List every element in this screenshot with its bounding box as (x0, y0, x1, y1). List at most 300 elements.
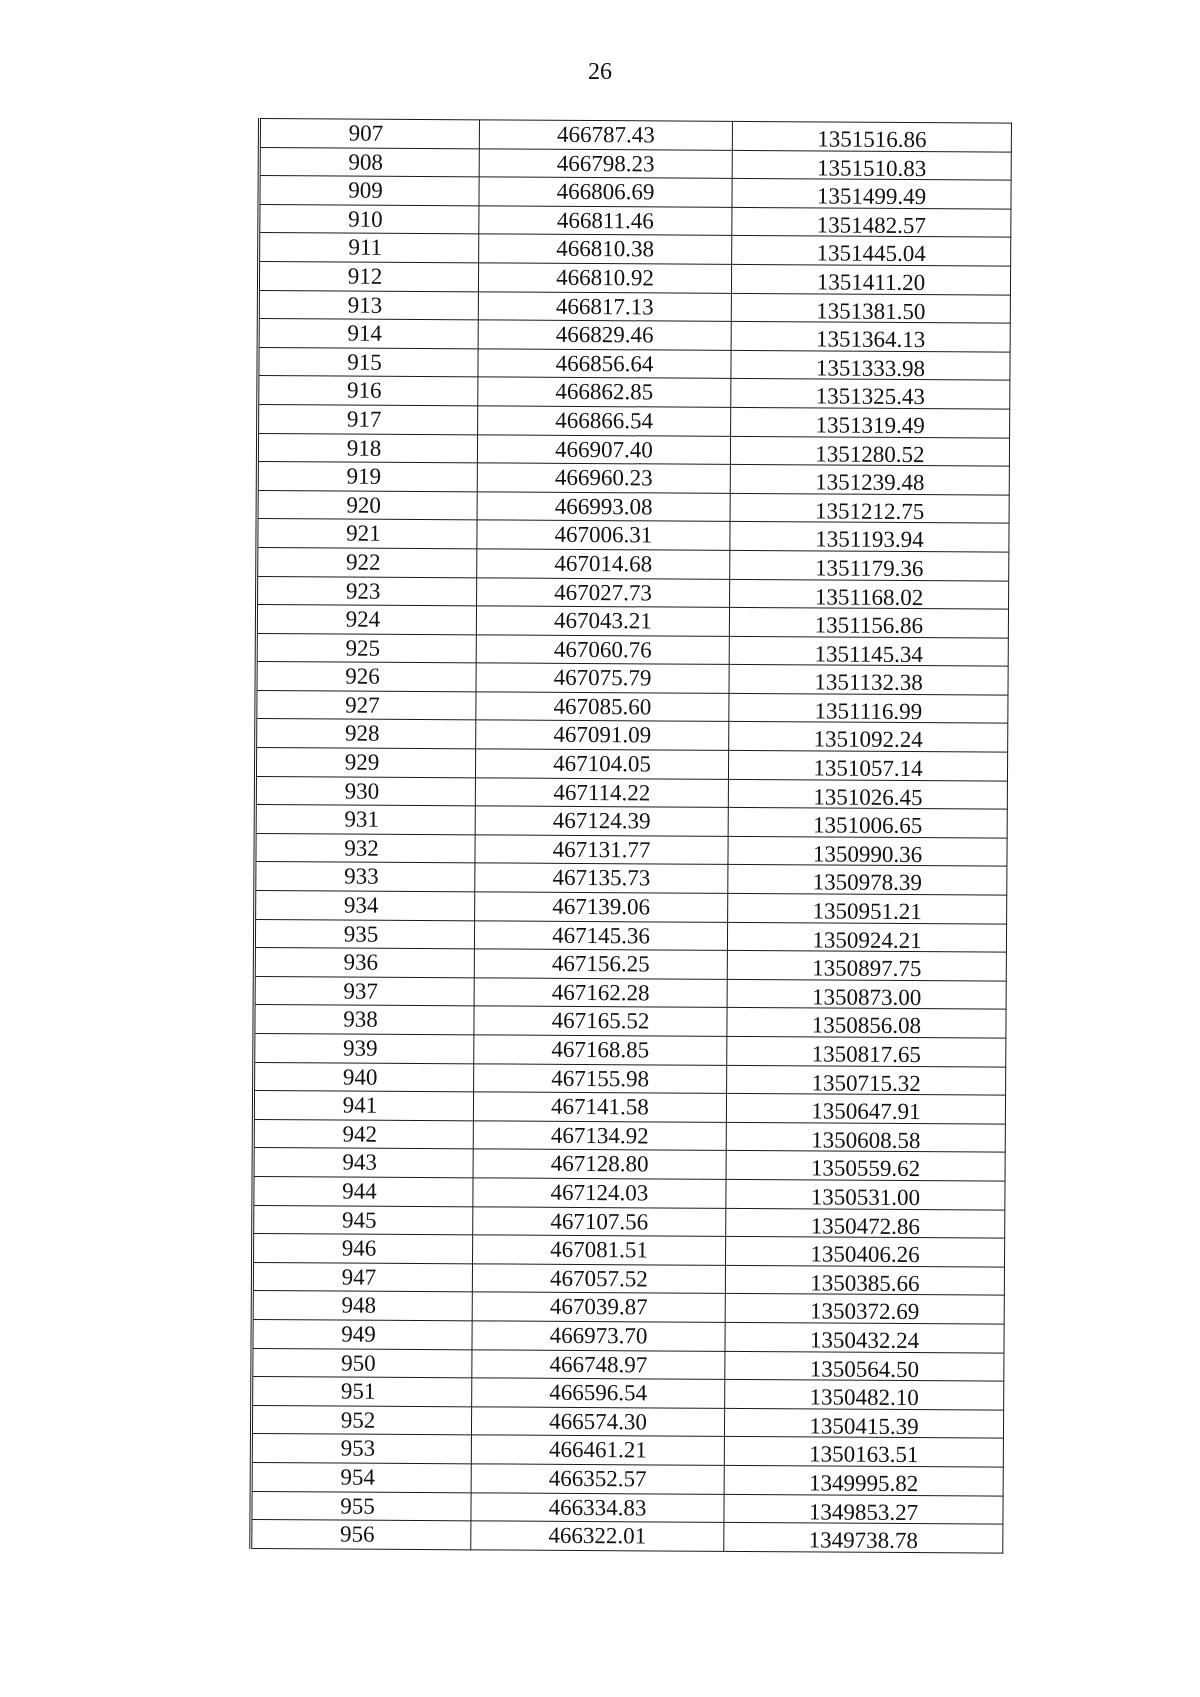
x-coordinate-cell (478, 349, 731, 379)
x-coordinate-cell (476, 663, 729, 693)
y-coordinate-cell-text: 1350531.00 (810, 1184, 921, 1211)
y-coordinate-cell-text: 1350163.51 (809, 1441, 919, 1468)
x-coordinate-cell (472, 1321, 725, 1351)
x-coordinate-cell (476, 606, 729, 636)
x-coordinate-cell-text: 467124.03 (550, 1179, 649, 1206)
table-row (257, 490, 1009, 523)
y-coordinate-cell-text: 1350415.39 (809, 1413, 919, 1439)
point-number-cell-text: 920 (346, 492, 381, 518)
point-number-cell (258, 290, 478, 320)
x-coordinate-cell-text: 466960.23 (554, 464, 653, 491)
x-coordinate-cell (479, 206, 732, 236)
x-coordinate-cell (477, 577, 730, 607)
x-coordinate-cell (477, 463, 730, 493)
y-coordinate-cell-text: 1350482.10 (809, 1384, 919, 1411)
point-number-cell-text: 926 (345, 663, 380, 690)
x-coordinate-cell (473, 1121, 726, 1151)
table-row (253, 1119, 1005, 1152)
y-coordinate-cell (731, 293, 1010, 323)
point-number-cell-text: 922 (345, 549, 381, 575)
y-coordinate-cell (730, 436, 1009, 466)
y-coordinate-cell (727, 1065, 1006, 1095)
point-number-cell-text: 915 (347, 349, 382, 375)
y-coordinate-cell-text: 1351381.50 (816, 297, 926, 324)
x-coordinate-cell-text: 466856.64 (555, 350, 654, 377)
y-coordinate-cell (727, 951, 1006, 981)
point-number-cell (256, 690, 476, 720)
coordinates-table-body (251, 119, 1012, 1553)
y-coordinate-cell-text: 1351482.57 (816, 212, 927, 238)
y-coordinate-cell (725, 1265, 1004, 1295)
y-coordinate-cell-text: 1351057.14 (813, 755, 923, 782)
point-number-cell (252, 1262, 472, 1292)
x-coordinate-cell-text: 467165.52 (551, 1008, 650, 1034)
x-coordinate-cell-text: 467043.21 (553, 607, 652, 634)
x-coordinate-cell-text: 466574.30 (549, 1408, 647, 1435)
x-coordinate-cell-text: 467162.28 (551, 979, 650, 1006)
y-coordinate-cell (726, 1179, 1005, 1209)
table-row (256, 690, 1008, 723)
point-number-cell (258, 404, 478, 434)
point-number-cell (254, 1062, 474, 1092)
point-number-cell-text: 946 (341, 1235, 377, 1261)
point-number-cell-text: 929 (344, 749, 380, 775)
x-coordinate-cell-text: 467139.06 (552, 893, 651, 920)
point-number-cell (256, 605, 476, 635)
y-coordinate-cell-text: 1351212.75 (814, 498, 925, 524)
point-number-cell (252, 1319, 472, 1349)
x-coordinate-cell-text: 467075.79 (553, 665, 652, 691)
y-coordinate-cell (728, 779, 1007, 809)
point-number-cell-text: 956 (340, 1521, 375, 1547)
point-number-cell (255, 776, 475, 806)
point-number-cell (259, 233, 479, 263)
table-row (258, 347, 1010, 380)
y-coordinate-cell-text: 1351280.52 (815, 440, 925, 467)
x-coordinate-cell-text: 467114.22 (553, 779, 651, 806)
y-coordinate-cell (724, 1522, 1003, 1552)
y-coordinate-cell (732, 179, 1011, 209)
x-coordinate-cell (471, 1492, 724, 1522)
y-coordinate-cell-text: 1351168.02 (814, 583, 924, 610)
x-coordinate-cell (473, 1149, 726, 1179)
x-coordinate-cell (474, 920, 727, 950)
table-row (253, 1176, 1005, 1209)
point-number-cell (257, 576, 477, 606)
y-coordinate-cell (732, 207, 1011, 237)
point-number-cell-text: 949 (341, 1321, 376, 1347)
y-coordinate-cell-text: 1351116.99 (814, 698, 923, 724)
point-number-cell (258, 376, 478, 406)
x-coordinate-cell (472, 1292, 725, 1322)
point-number-cell (253, 1205, 473, 1235)
point-number-cell-text: 952 (340, 1407, 376, 1433)
x-coordinate-cell-text: 466993.08 (554, 493, 653, 520)
y-coordinate-cell-text: 1351516.86 (817, 126, 927, 153)
point-number-cell-text: 912 (347, 263, 383, 289)
x-coordinate-cell (476, 692, 729, 722)
table-row (258, 290, 1010, 323)
y-coordinate-cell-text: 1351364.13 (815, 326, 926, 353)
y-coordinate-cell-text: 1350472.86 (810, 1212, 920, 1239)
point-number-cell (253, 1091, 473, 1121)
x-coordinate-cell-text: 466748.97 (549, 1351, 648, 1377)
point-number-cell-text: 917 (346, 406, 382, 432)
table-row (254, 1062, 1006, 1095)
x-coordinate-cell-text: 466596.54 (549, 1379, 648, 1406)
point-number-cell-text: 930 (344, 778, 380, 804)
point-number-cell (255, 805, 475, 835)
table-row (255, 776, 1007, 809)
y-coordinate-cell (727, 979, 1006, 1009)
point-number-cell-text: 944 (342, 1178, 377, 1204)
point-number-cell (259, 176, 479, 206)
point-number-cell (256, 719, 476, 749)
y-coordinate-cell-text: 1349738.78 (808, 1527, 919, 1554)
point-number-cell (258, 319, 478, 349)
y-coordinate-cell (726, 1151, 1005, 1181)
point-number-cell (257, 433, 477, 463)
y-coordinate-cell (731, 350, 1010, 380)
y-coordinate-cell (728, 750, 1007, 780)
x-coordinate-cell (478, 291, 731, 321)
table-row (259, 119, 1011, 152)
x-coordinate-cell (475, 777, 728, 807)
point-number-cell-text: 911 (348, 234, 383, 261)
y-coordinate-cell (727, 1008, 1006, 1038)
y-coordinate-cell (724, 1465, 1003, 1495)
table-row (255, 862, 1007, 895)
point-number-cell-text: 941 (342, 1092, 378, 1118)
table-row (257, 433, 1009, 466)
x-coordinate-cell (471, 1435, 724, 1465)
point-number-cell-text: 943 (342, 1149, 377, 1176)
point-number-cell-text: 924 (345, 606, 381, 632)
point-number-cell-text: 923 (345, 578, 381, 604)
x-coordinate-cell-text: 466806.69 (556, 179, 655, 205)
x-coordinate-cell (479, 120, 732, 150)
y-coordinate-cell (729, 665, 1008, 695)
point-number-cell (255, 833, 475, 863)
x-coordinate-cell (477, 492, 730, 522)
x-coordinate-cell (471, 1464, 724, 1494)
y-coordinate-cell-text: 1351156.86 (814, 612, 924, 639)
table-row (256, 633, 1008, 666)
y-coordinate-cell-text: 1350990.36 (812, 841, 923, 867)
point-number-cell (257, 547, 477, 577)
point-number-cell-text: 928 (344, 721, 380, 747)
y-coordinate-cell-text: 1351319.49 (815, 412, 925, 439)
x-coordinate-cell-text: 466798.23 (556, 150, 655, 177)
y-coordinate-cell-text: 1351411.20 (816, 269, 926, 296)
point-number-cell (258, 261, 478, 291)
x-coordinate-cell (473, 1206, 726, 1236)
table-row (256, 719, 1008, 752)
point-number-cell-text: 913 (347, 292, 383, 318)
table-row (257, 576, 1009, 609)
y-coordinate-cell (730, 550, 1009, 580)
table-row (254, 1033, 1006, 1066)
x-coordinate-cell (478, 263, 731, 293)
x-coordinate-cell (479, 148, 732, 178)
point-number-cell (252, 1348, 472, 1378)
table-row (252, 1262, 1004, 1295)
point-number-cell (252, 1377, 472, 1407)
table-row (255, 891, 1007, 924)
point-number-cell (254, 1033, 474, 1063)
y-coordinate-cell-text: 1351145.34 (814, 641, 924, 667)
x-coordinate-cell-text: 467155.98 (551, 1065, 650, 1091)
point-number-cell (251, 1520, 471, 1550)
point-number-cell-text: 948 (341, 1292, 377, 1319)
x-coordinate-cell (478, 406, 731, 436)
x-coordinate-cell-text: 467085.60 (553, 693, 652, 720)
x-coordinate-cell-text: 466907.40 (555, 436, 653, 462)
x-coordinate-cell (472, 1264, 725, 1294)
table-row (257, 547, 1009, 580)
x-coordinate-cell (479, 177, 732, 207)
x-coordinate-cell-text: 467128.80 (550, 1151, 649, 1177)
y-coordinate-cell-text: 1351092.24 (813, 726, 923, 753)
x-coordinate-cell-text: 466810.92 (556, 264, 654, 291)
point-number-cell-text: 934 (343, 892, 379, 918)
y-coordinate-cell (726, 1094, 1005, 1124)
y-coordinate-cell (729, 722, 1008, 752)
y-coordinate-cell (728, 808, 1007, 838)
x-coordinate-cell-text: 467168.85 (551, 1036, 650, 1063)
point-number-cell-text: 939 (342, 1035, 378, 1061)
y-coordinate-cell-text: 1350559.62 (810, 1155, 921, 1182)
point-number-cell (257, 462, 477, 492)
table-row (252, 1319, 1004, 1352)
x-coordinate-cell (474, 1035, 727, 1065)
y-coordinate-cell-text: 1351006.65 (812, 812, 923, 839)
y-coordinate-cell-text: 1351499.49 (816, 183, 927, 210)
x-coordinate-cell-text: 467081.51 (550, 1236, 649, 1263)
y-coordinate-cell (731, 379, 1010, 409)
point-number-cell-text: 953 (340, 1435, 376, 1462)
x-coordinate-cell-text: 466862.85 (555, 379, 654, 405)
x-coordinate-cell-text: 466322.01 (548, 1522, 647, 1549)
y-coordinate-cell-text: 1351333.98 (815, 355, 926, 381)
point-number-cell (254, 919, 474, 949)
y-coordinate-cell-text: 1350406.26 (810, 1241, 920, 1268)
x-coordinate-cell (474, 1006, 727, 1036)
x-coordinate-cell (478, 320, 731, 350)
y-coordinate-cell-text: 1351445.04 (816, 240, 926, 267)
y-coordinate-cell (730, 465, 1009, 495)
point-number-cell (257, 519, 477, 549)
x-coordinate-cell-text: 466811.46 (556, 207, 654, 234)
y-coordinate-cell (732, 121, 1011, 151)
point-number-cell (251, 1491, 471, 1521)
x-coordinate-cell (475, 863, 728, 893)
point-number-cell-text: 937 (343, 978, 378, 1004)
x-coordinate-cell-text: 466817.13 (555, 293, 654, 319)
x-coordinate-cell-text: 467027.73 (554, 579, 653, 605)
point-number-cell-text: 919 (346, 463, 382, 489)
x-coordinate-cell (476, 635, 729, 665)
x-coordinate-cell (473, 1178, 726, 1208)
point-number-cell (253, 1119, 473, 1149)
y-coordinate-cell-text: 1350715.32 (811, 1069, 921, 1096)
table-row (254, 976, 1006, 1009)
point-number-cell (257, 490, 477, 520)
y-coordinate-cell-text: 1350385.66 (810, 1270, 920, 1296)
table-row (251, 1491, 1003, 1524)
point-number-cell-text: 925 (345, 635, 381, 661)
point-number-cell-text: 931 (344, 806, 380, 833)
x-coordinate-cell (472, 1378, 725, 1408)
table-row (251, 1405, 1003, 1438)
point-number-cell-text: 947 (341, 1264, 377, 1290)
x-coordinate-cell (472, 1349, 725, 1379)
table-row (255, 748, 1007, 781)
point-number-cell (254, 976, 474, 1006)
point-number-cell-text: 932 (344, 835, 379, 861)
point-number-cell-text: 954 (340, 1464, 376, 1490)
x-coordinate-cell (475, 892, 728, 922)
y-coordinate-cell (726, 1208, 1005, 1238)
coordinates-table (249, 118, 1012, 1553)
y-coordinate-cell-text: 1349995.82 (808, 1470, 919, 1496)
table-row (253, 1205, 1005, 1238)
y-coordinate-cell (729, 636, 1008, 666)
point-number-cell (251, 1462, 471, 1492)
point-number-cell (259, 119, 479, 149)
point-number-cell-text: 908 (348, 149, 384, 175)
x-coordinate-cell (476, 720, 729, 750)
point-number-cell-text: 910 (348, 206, 383, 232)
point-number-cell-text: 940 (342, 1064, 378, 1090)
y-coordinate-cell-text: 1351325.43 (815, 383, 926, 410)
x-coordinate-cell-text: 466461.21 (548, 1437, 647, 1463)
table-row (259, 147, 1011, 180)
y-coordinate-cell (727, 922, 1006, 952)
y-coordinate-cell (725, 1322, 1004, 1352)
y-coordinate-cell-text: 1350647.91 (811, 1098, 921, 1125)
table-row (251, 1462, 1003, 1495)
y-coordinate-cell (731, 407, 1010, 437)
table-row (258, 261, 1010, 294)
y-coordinate-cell-text: 1350432.24 (809, 1327, 920, 1353)
y-coordinate-cell (730, 522, 1009, 552)
point-number-cell (254, 948, 474, 978)
point-number-cell-text: 921 (346, 520, 381, 547)
x-coordinate-cell-text: 466334.83 (548, 1494, 647, 1520)
y-coordinate-cell (730, 579, 1009, 609)
y-coordinate-cell-text: 1350873.00 (811, 984, 922, 1010)
x-coordinate-cell (477, 520, 730, 550)
x-coordinate-cell (475, 749, 728, 779)
x-coordinate-cell-text: 467141.58 (551, 1093, 649, 1120)
y-coordinate-cell (728, 865, 1007, 895)
x-coordinate-cell (477, 434, 730, 464)
y-coordinate-cell-text: 1350978.39 (812, 869, 923, 896)
x-coordinate-cell-text: 467134.92 (550, 1122, 649, 1149)
x-coordinate-cell-text: 467145.36 (552, 922, 650, 949)
y-coordinate-cell (732, 150, 1011, 180)
y-coordinate-cell (725, 1294, 1004, 1324)
x-coordinate-cell (478, 377, 731, 407)
x-coordinate-cell-text: 467060.76 (553, 636, 652, 663)
point-number-cell-text: 936 (343, 949, 379, 975)
point-number-cell (251, 1434, 471, 1464)
table-row (258, 404, 1010, 437)
y-coordinate-cell-text: 1351193.94 (815, 526, 924, 553)
point-number-cell (256, 662, 476, 692)
y-coordinate-cell-text: 1350924.21 (812, 927, 922, 953)
y-coordinate-cell-text: 1350372.69 (810, 1298, 920, 1325)
x-coordinate-cell-text: 467124.39 (552, 808, 651, 834)
point-number-cell (252, 1291, 472, 1321)
x-coordinate-cell-text: 467039.87 (549, 1294, 648, 1320)
point-number-cell (255, 891, 475, 921)
y-coordinate-cell (731, 264, 1010, 294)
point-number-cell-text: 918 (346, 435, 382, 461)
x-coordinate-cell (471, 1521, 724, 1551)
x-coordinate-cell (474, 1063, 727, 1093)
point-number-cell (251, 1405, 471, 1435)
y-coordinate-cell-text: 1349853.27 (808, 1498, 919, 1525)
x-coordinate-cell-text: 466973.70 (549, 1322, 648, 1349)
y-coordinate-cell (727, 1036, 1006, 1066)
x-coordinate-cell-text: 467057.52 (549, 1265, 648, 1292)
point-number-cell-text: 950 (341, 1350, 376, 1376)
y-coordinate-cell-text: 1350951.21 (812, 898, 922, 925)
y-coordinate-cell-text: 1350564.50 (809, 1355, 920, 1382)
point-number-cell-text: 938 (343, 1006, 378, 1033)
x-coordinate-cell-text: 467135.73 (552, 865, 651, 891)
y-coordinate-cell (725, 1380, 1004, 1410)
x-coordinate-cell (477, 549, 730, 579)
y-coordinate-cell (724, 1408, 1003, 1438)
x-coordinate-cell (474, 978, 727, 1008)
x-coordinate-cell-text: 466787.43 (556, 121, 655, 148)
table-row (252, 1348, 1004, 1381)
y-coordinate-cell (728, 836, 1007, 866)
y-coordinate-cell (724, 1494, 1003, 1524)
point-number-cell (255, 748, 475, 778)
y-coordinate-cell-text: 1351132.38 (814, 669, 923, 696)
y-coordinate-cell (732, 236, 1011, 266)
point-number-cell (253, 1148, 473, 1178)
point-number-cell-text: 914 (347, 320, 383, 346)
x-coordinate-cell-text: 467091.09 (553, 722, 652, 748)
y-coordinate-cell-text: 1351179.36 (814, 555, 924, 581)
x-coordinate-cell-text: 466352.57 (548, 1465, 647, 1492)
point-number-cell (259, 204, 479, 234)
point-number-cell-text: 933 (344, 863, 379, 890)
x-coordinate-cell (475, 835, 728, 865)
y-coordinate-cell (724, 1437, 1003, 1467)
point-number-cell-text: 916 (347, 377, 382, 404)
x-coordinate-cell-text: 467014.68 (554, 550, 653, 577)
y-coordinate-cell (726, 1122, 1005, 1152)
y-coordinate-cell (730, 493, 1009, 523)
point-number-cell-text: 935 (343, 921, 379, 947)
point-number-cell (254, 1005, 474, 1035)
y-coordinate-cell (731, 322, 1010, 352)
point-number-cell-text: 907 (348, 120, 384, 146)
x-coordinate-cell-text: 466866.54 (555, 407, 654, 434)
x-coordinate-cell-text: 467131.77 (552, 836, 651, 863)
point-number-cell (256, 633, 476, 663)
y-coordinate-cell (725, 1351, 1004, 1381)
x-coordinate-cell (473, 1092, 726, 1122)
y-coordinate-cell-text: 1351510.83 (817, 155, 927, 181)
y-coordinate-cell (729, 693, 1008, 723)
